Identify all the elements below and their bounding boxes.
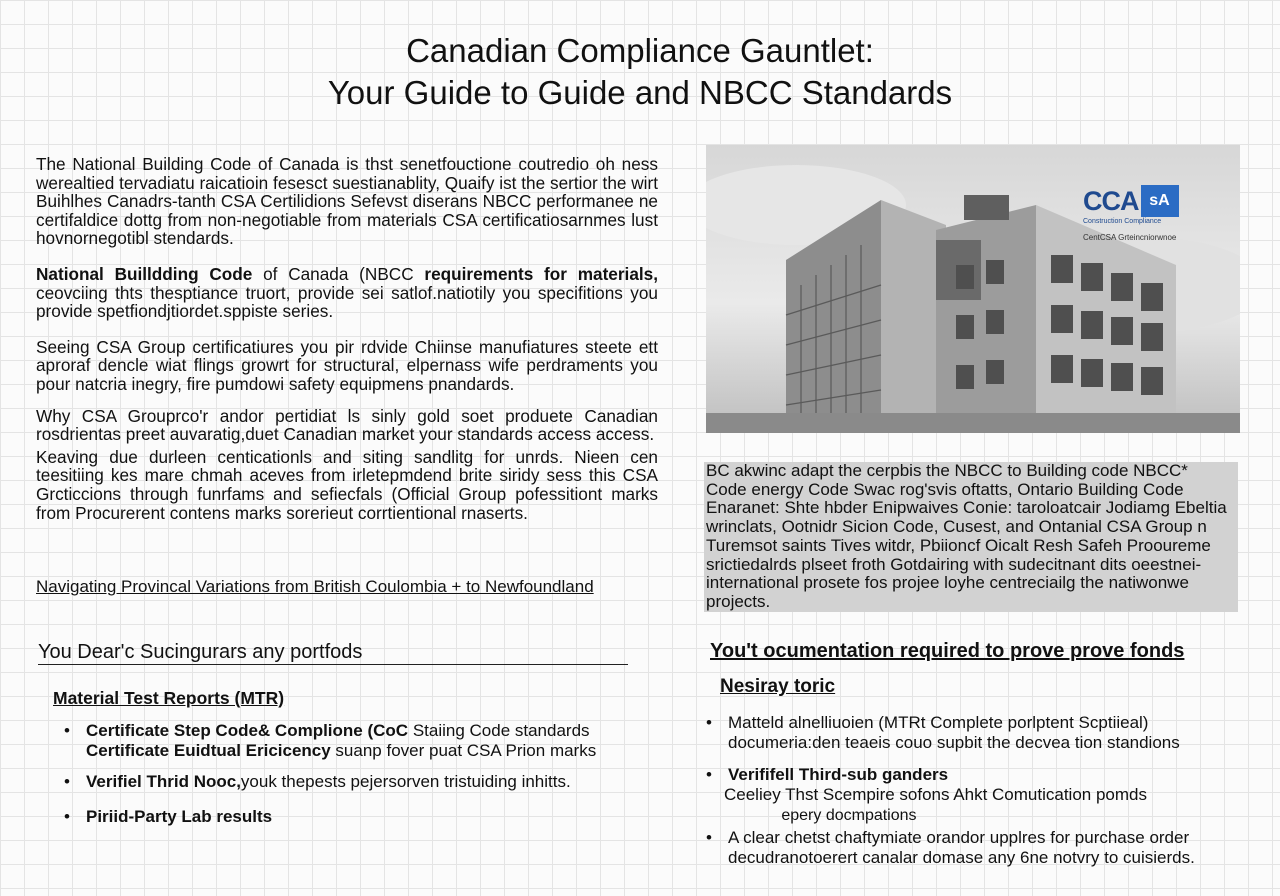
bullet-icon: • [706, 765, 712, 784]
list-item-text-2: epery docmpations [728, 807, 917, 824]
intro-paragraph-2-text-a: of Canada (NBCC [252, 263, 425, 284]
logo-badge: sA [1141, 185, 1179, 217]
list-item-text: Staiing Code standards [408, 721, 590, 740]
list-item [62, 721, 662, 761]
caption-line: srictiedalrds plseet froth Gotdairing with sudecitnant dits oeestnei- [706, 554, 1202, 574]
intro-paragraph-5: Keaving due durleen centicationls and siting sandlitg for unrds. Nieen cen teesitiing kes mare chmah aceves from irletepmdend brite siridy sess this CSA Grcticcions through funrfams and sefiecfals (Official Group pofessitiont marks from Procurerent contens marks sorerieut corrtientional rnaserts. [36, 446, 658, 523]
list-item-text-2: decudranotoerert canalar domase any 6ne notvry to cuisierds. [728, 848, 1195, 867]
caption-line: Code energy Code Swac rog'svis oftatts, Ontario Building Code [706, 479, 1184, 499]
left-section-title: You Dear'c Sucingurars any portfods [38, 640, 628, 665]
caption-line: projects. [706, 591, 771, 611]
list-item-text: Matteld alnelliuoien (MTRt Complete porlptent Scptiieal) [728, 713, 1149, 732]
right-bullet-list [704, 713, 1244, 868]
list-item-text-2: suanp fover puat CSA Prion marks [330, 741, 597, 760]
bullet-icon: • [64, 721, 70, 740]
left-bullet-list [62, 721, 662, 827]
list-item [704, 828, 1244, 868]
bullet-icon: • [706, 713, 712, 732]
list-item-text: A clear chetst chaftymiate orandor upplres for purchase order [728, 828, 1190, 847]
caption-line: international prosete fos projee loyhe centreciailg the natiwonwe [706, 573, 1189, 593]
intro-paragraph-3: Seeing CSA Group certificatiures you pir rdvide Chiinse manufiatures steete ett aproraf dencle wiat flings growrt for structural, elpernass wife perdraments you pour natcria inegry, fire pumdowi safety equipmens pnandards. [36, 336, 658, 394]
intro-paragraph-4: Why CSA Grouprco'r andor pertidiat ls sinly gold soet produete Canadian rosdrientas preet auvaratig,duet Canadian market your standards access access. [36, 405, 658, 445]
logo-subtitle-2: CentCSA Grteincniorwnoe [1083, 233, 1177, 242]
logo-subtitle: Construction Compliance [1083, 218, 1162, 225]
bullet-icon: • [64, 807, 70, 826]
provincial-caption [704, 462, 1238, 612]
requirements-bold: requirements for materials, [424, 263, 658, 284]
title-line-1: Canadian Compliance Gauntlet: [406, 32, 874, 69]
caption-line: Enaranet: Shte hbder Enipwaives Conie: taroloatcair Jodiamg Ebeltia [706, 498, 1227, 518]
caption-line: Turemsot saints Tives witdr, Pbiioncf Oicalt Resh Safeh Prooureme [706, 535, 1211, 555]
caption-line: wrinclats, Ootnidr Sicion Code, Cusest, and Ontanial CSA Group n [706, 517, 1207, 537]
list-item-bold: Piriid-Party Lab results [86, 807, 273, 826]
building-photo [706, 145, 1240, 433]
caption-line: BC akwinc adapt the cerpbis the NBCC to Building code NBCC* [706, 461, 1188, 480]
bullet-icon: • [64, 772, 70, 791]
list-item [62, 772, 662, 792]
provincial-variations-link[interactable]: Navigating Provincal Variations from British Coulombia + to Newfoundland [36, 577, 594, 596]
intro-paragraph-2-text-b: ceovciing thts thesptiance truort, provide sei satlof.natiotily you specifitions you provide spetfiondjtiordet.sppiste series. [36, 282, 658, 322]
list-item-bold: Certificate Step Code& Complione (CoC [86, 721, 409, 740]
list-item-text-2: documeria:den teaeis couo supbit the decvea tion standions [728, 733, 1180, 752]
intro-paragraph-2 [36, 265, 658, 321]
list-item-bold: Verififell Third-sub ganders [728, 765, 949, 784]
bullet-icon: • [706, 828, 712, 847]
right-section-title: You't ocumentation required to prove prove fonds [710, 640, 1185, 662]
list-item [62, 807, 662, 827]
csa-logo [1083, 185, 1213, 242]
intro-column [36, 155, 658, 522]
logo-text: CCA [1083, 185, 1139, 216]
list-item-text: Ceeliey Thst Scempire sofons Ahkt Comutication pomds [724, 785, 1147, 804]
page-title [0, 30, 1280, 114]
list-item-bold: Verifiel Thrid Nooc, [86, 772, 241, 791]
nbcc-heading-bold: National Builldding Code [36, 263, 253, 284]
list-item [704, 765, 1244, 826]
list-item-text: youk thepests pejersorven tristuiding inhitts. [240, 772, 571, 791]
title-line-2: Your Guide to Guide and NBCC Standards [327, 74, 953, 111]
intro-paragraph-1: The National Building Code of Canada is thst senetfouctione coutredio oh ness werealtied tervadiatu raicatioin fesesct suestianablity, Quaify ist the sertior the wirt Buihlhes Canadrs-tanth CSA Certilidions Sefevst diserans NBCC performanee ne certifaldice dottg from non-negotiable from materials CSA certificatiosarnmes lust hovnornegotibl stendards. [36, 154, 658, 249]
mtr-subheading: Material Test Reports (MTR) [53, 688, 285, 708]
list-item [704, 713, 1244, 753]
list-item-bold-2: Certificate Euidtual Ericicency [86, 741, 331, 760]
right-subheading: Nesiray toric [720, 676, 836, 697]
